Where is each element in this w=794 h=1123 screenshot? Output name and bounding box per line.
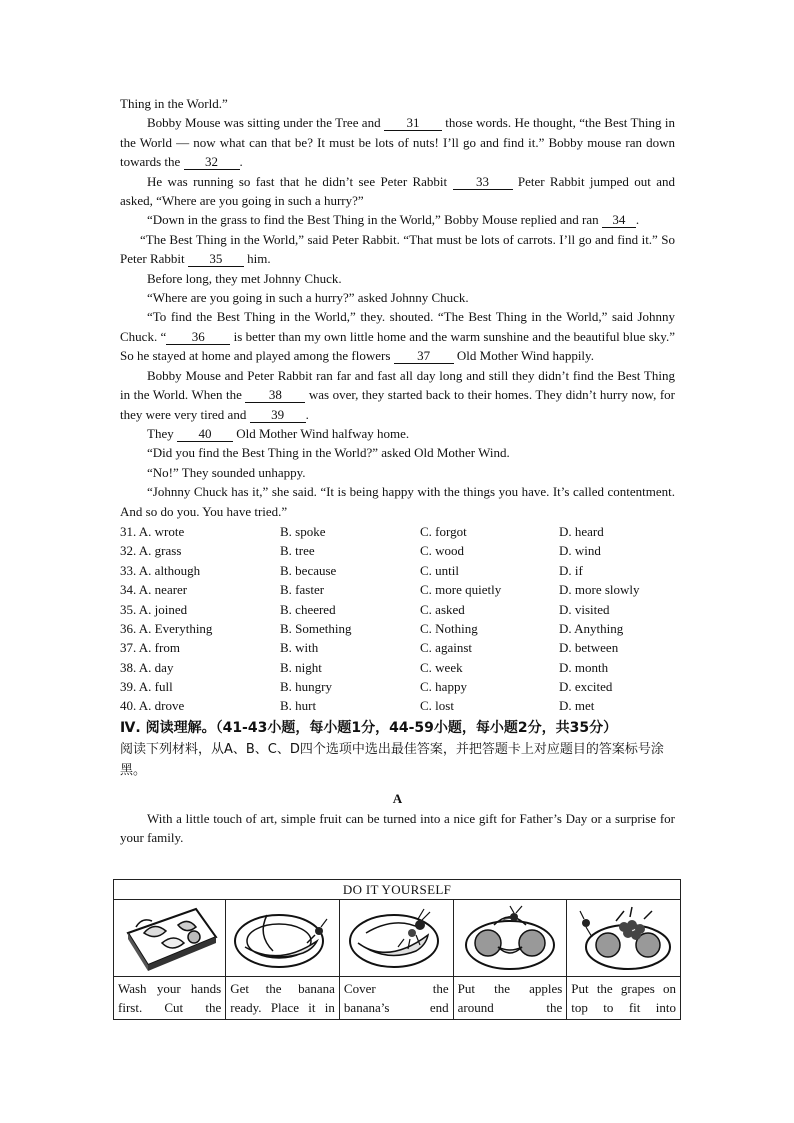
step-image: [453, 900, 567, 977]
passage-paragraph: He was running so fast that he didn’t see Peter Rabbit 33 Peter Rabbit jumped out and asked, “Where are you going in such a hurry?”: [120, 173, 675, 209]
blank-31[interactable]: 31: [384, 116, 442, 131]
option-c[interactable]: C. more quietly: [420, 582, 502, 598]
blank-33[interactable]: 33: [453, 175, 513, 190]
grapes-plate-icon: [572, 903, 676, 973]
option-b[interactable]: B. with: [280, 640, 319, 656]
option-c[interactable]: C. against: [420, 640, 472, 656]
blank-35[interactable]: 35: [188, 252, 244, 267]
options-list: [120, 522, 675, 716]
option-a[interactable]: 40. A. drove: [120, 698, 185, 714]
step-image: [114, 900, 226, 977]
option-row: [120, 619, 675, 638]
option-c[interactable]: C. lost: [420, 698, 454, 714]
option-row: [120, 600, 675, 619]
option-b[interactable]: B. spoke: [280, 523, 326, 539]
passage-paragraph: “Where are you going in such a hurry?” asked Johnny Chuck.: [147, 290, 469, 306]
step-text: Put the apples around the: [453, 977, 567, 1020]
section-title: Ⅳ. 阅读理解。（41-43小题，每小题1分，44-59小题，每小题2分，共35分）: [120, 719, 618, 736]
option-a[interactable]: 36. A. Everything: [120, 620, 213, 636]
option-c[interactable]: C. wood: [420, 543, 465, 559]
option-c[interactable]: C. asked: [420, 601, 465, 617]
cutting-board-fruit-icon: [118, 903, 222, 973]
blank-39[interactable]: 39: [250, 408, 306, 423]
option-d[interactable]: D. between: [559, 640, 619, 656]
option-b[interactable]: B. cheered: [280, 601, 336, 617]
option-a[interactable]: 37. A. from: [120, 640, 180, 656]
passage-letter: A: [392, 790, 403, 806]
blank-34[interactable]: 34: [602, 213, 636, 228]
option-c[interactable]: C. forgot: [420, 523, 467, 539]
option-b[interactable]: B. night: [280, 659, 322, 675]
option-c[interactable]: C. Nothing: [420, 620, 478, 636]
passage-paragraph: Bobby Mouse and Peter Rabbit ran far and fast all day long and still they didn’t find the Best Thing in the World. When the 38 was over, they started back to their homes. They didn’t hurry now, for they were very tired and 39 .: [120, 367, 675, 422]
option-b[interactable]: B. tree: [280, 543, 315, 559]
option-a[interactable]: 39. A. full: [120, 679, 173, 695]
option-b[interactable]: B. because: [280, 562, 337, 578]
passage-paragraph: They 40 Old Mother Wind halfway home.: [147, 425, 410, 441]
option-d[interactable]: D. month: [559, 659, 609, 675]
option-row: [120, 658, 675, 677]
option-a[interactable]: 32. A. grass: [120, 543, 182, 559]
step-image: [339, 900, 453, 977]
blank-38[interactable]: 38: [245, 388, 305, 403]
blank-37[interactable]: 37: [394, 349, 454, 364]
option-a[interactable]: 38. A. day: [120, 659, 174, 675]
option-d[interactable]: D. wind: [559, 543, 601, 559]
option-b[interactable]: B. faster: [280, 582, 325, 598]
option-row: [120, 580, 675, 599]
option-c[interactable]: C. week: [420, 659, 463, 675]
step-text: Wash your hands first. Cut the: [114, 977, 226, 1020]
passage-paragraph: “No!” They sounded unhappy.: [147, 464, 306, 480]
diy-table-header: DO IT YOURSELF: [114, 880, 681, 900]
passage-paragraph: Bobby Mouse was sitting under the Tree and 31 those words. He thought, “the Best Thing in the World — now what can that be? It must be lots of nuts! I’ll go and find it.” Bobby mouse ran down towards the 32 .: [120, 115, 676, 170]
option-b[interactable]: B. hurt: [280, 698, 317, 714]
option-row: [120, 541, 675, 560]
banana-plate-icon: [231, 903, 335, 973]
step-text: Get the banana ready. Place it in: [226, 977, 340, 1020]
option-d[interactable]: D. excited: [559, 679, 613, 695]
option-a[interactable]: 35. A. joined: [120, 601, 188, 617]
banana-ant-icon: [344, 903, 448, 973]
option-d[interactable]: D. visited: [559, 601, 610, 617]
passage-paragraph: “Did you find the Best Thing in the World?” asked Old Mother Wind.: [147, 445, 510, 461]
apples-plate-icon: [458, 903, 562, 973]
diy-table: [113, 879, 681, 1020]
option-a[interactable]: 33. A. although: [120, 562, 201, 578]
passage-paragraph: Before long, they met Johnny Chuck.: [147, 270, 342, 286]
option-c[interactable]: C. until: [420, 562, 460, 578]
option-row: [120, 638, 675, 657]
option-d[interactable]: D. if: [559, 562, 583, 578]
blank-36[interactable]: 36: [166, 330, 230, 345]
option-d[interactable]: D. Anything: [559, 620, 624, 636]
passage-line: Thing in the World.”: [120, 96, 228, 111]
option-a[interactable]: 31. A. wrote: [120, 523, 185, 539]
blank-32[interactable]: 32: [184, 155, 240, 170]
option-row: [120, 522, 675, 541]
passage-paragraph: “The Best Thing in the World,” said Peter Rabbit. “That must be lots of carrots. I’ll go and find it.” So Peter Rabbit 35 him.: [120, 231, 675, 267]
option-row: [120, 696, 675, 715]
passage-intro: With a little touch of art, simple fruit can be turned into a nice gift for Father’s Day or a surprise for your family.: [120, 810, 675, 846]
passage-paragraph: “Down in the grass to find the Best Thing in the World,” Bobby Mouse replied and ran 34 .: [147, 212, 640, 228]
option-c[interactable]: C. happy: [420, 679, 467, 695]
step-image: [226, 900, 340, 977]
passage-paragraph: “To find the Best Thing in the World,” they. shouted. “The Best Thing in the World,” said Johnny Chuck. “ 36 is better than my own little home and the warm sunshine and the beautiful blue sky.” So he stayed at home and played among the flowers 37 Old Mother Wind happily.: [120, 309, 675, 364]
option-a[interactable]: 34. A. nearer: [120, 582, 188, 598]
option-row: [120, 561, 675, 580]
passage-paragraph: “Johnny Chuck has it,” she said. “It is being happy with the things you have. It’s called contentment. And so do you. You have tried.”: [120, 484, 675, 519]
step-text: Cover the banana’s end: [339, 977, 453, 1020]
option-b[interactable]: B. hungry: [280, 679, 332, 695]
step-image: [567, 900, 681, 977]
option-row: [120, 677, 675, 696]
option-d[interactable]: D. heard: [559, 523, 604, 539]
cloze-passage: [120, 94, 675, 848]
step-text: Put the grapes on top to fit into: [567, 977, 681, 1020]
option-b[interactable]: B. Something: [280, 620, 352, 636]
option-d[interactable]: D. met: [559, 698, 595, 714]
blank-40[interactable]: 40: [177, 427, 233, 442]
section-instruction: 阅读下列材料，从A、B、C、D四个选项中选出最佳答案，并把答题卡上对应题目的答案标号涂黑。: [120, 741, 664, 778]
option-d[interactable]: D. more slowly: [559, 582, 640, 598]
